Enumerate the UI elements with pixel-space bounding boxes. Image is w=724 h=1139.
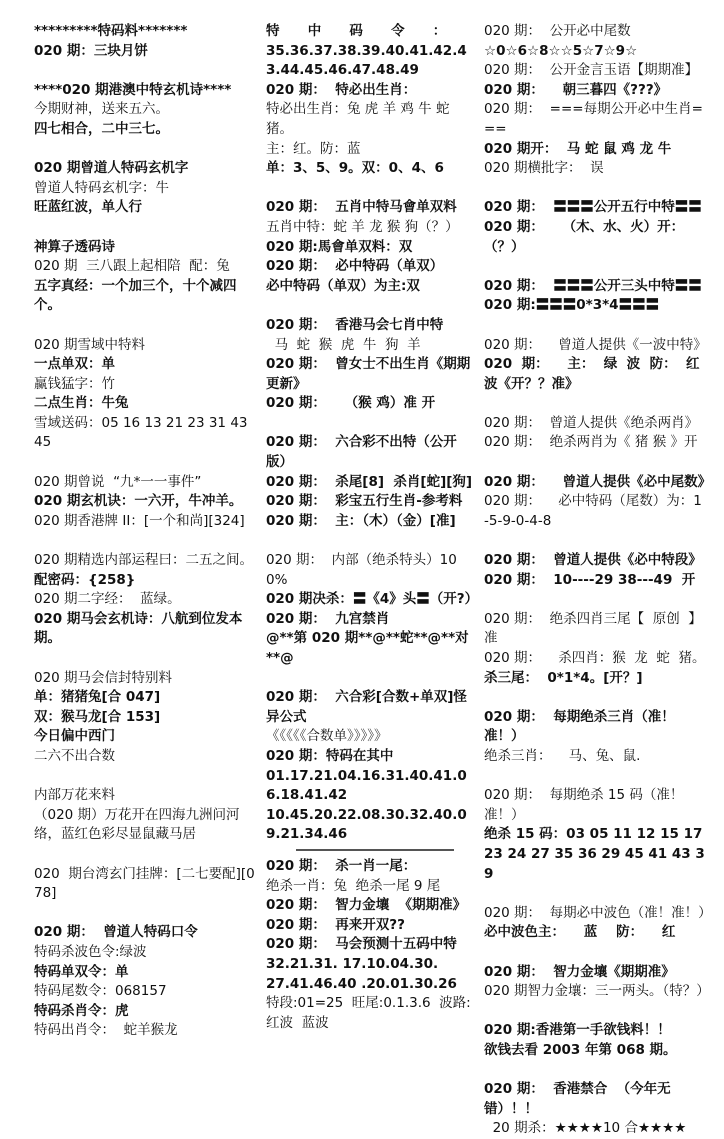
- text-line: 单：猪猪兔[合 047]: [34, 689, 161, 706]
- text-line: 杀三尾： 0*1*4。[开？]: [484, 669, 643, 686]
- middle-column: [266, 22, 479, 1033]
- text-line: 020 期： 杀一肖一尾：: [266, 857, 417, 874]
- text-line: 特段:01=25 旺尾:0.1.3.6 波路:红波 蓝波: [266, 995, 471, 1031]
- text-line: 020 期： 香港禁合 （今年无错）！！: [484, 1081, 671, 1117]
- text-line: 单：3、5、9。双：0、4、6: [266, 160, 444, 177]
- text-line: 020 期： 〓〓〓公开五行中特〓〓: [484, 199, 702, 216]
- text-line: 曾道人特码玄机字：牛: [34, 179, 169, 196]
- text-line: 绝杀 15 码：03 05 11 12 15 17 23 24 27 35 36 29 45 41 43 39: [484, 826, 708, 882]
- text-line: *********特码料*******: [34, 23, 188, 39]
- text-line: 赢钱猛字：竹: [34, 375, 115, 392]
- spacer: [266, 414, 474, 434]
- text-line: 020 期： 每期绝杀三肖（准！准！）: [484, 708, 675, 745]
- text-line: 特码尾数令：068157: [34, 983, 167, 1000]
- text-line: 旺蓝红波，单人行: [34, 199, 142, 216]
- text-line: 020 期 三八跟上起相陪 配：兔: [34, 258, 230, 275]
- text-line: 绝杀一肖：兔 绝杀一尾 9 尾: [266, 877, 441, 894]
- text-line: ☆0☆6☆8☆☆5☆7☆9☆: [484, 42, 638, 59]
- text-line: 020 期： 五肖中特马會单双料: [266, 199, 457, 216]
- spacer: [34, 218, 256, 238]
- text-line: 020 期： 杀尾[8] 杀肖[蛇][狗]: [266, 473, 473, 490]
- text-line: 020 期： （猴 鸡）准 开: [266, 395, 436, 412]
- left-column: [34, 22, 256, 1041]
- spacer: [484, 688, 706, 708]
- text-line: 020 期二字经： 蓝绿。: [34, 591, 181, 608]
- spacer: [484, 453, 706, 473]
- text-line: 020 期： 杀四肖：猴 龙 蛇 猪。: [484, 650, 706, 666]
- spacer: [266, 179, 474, 199]
- text-line: 配密码：{258}: [34, 571, 136, 588]
- spacer: [34, 61, 256, 81]
- text-line: 020 期： 每期必中波色（准！准！）: [484, 904, 712, 921]
- text-line: 020 期： 香港马会七肖中特: [266, 316, 444, 333]
- spacer: [484, 257, 706, 277]
- text-line: 020 期： 必中特码（单双）: [266, 258, 444, 275]
- text-line: 020 期： ===每期公开必中生肖===: [484, 101, 703, 137]
- text-line: 020 期雪域中特料: [34, 336, 146, 353]
- spacer: [34, 453, 256, 473]
- text-line: 020 期开： 马 蛇 鼠 鸡 龙 牛: [484, 140, 672, 157]
- text-line: 双：猴马龙[合 153]: [34, 708, 161, 725]
- text-line: 020 期：特码在其中: [266, 747, 394, 764]
- text-line: 欲钱去看 2003 年第 068 期。: [484, 1041, 677, 1058]
- text-line: 020 期： 曾道人特码口令: [34, 924, 198, 941]
- text-line: 020 期： 内部（绝杀特头）100%: [266, 552, 457, 588]
- text-line: 020 期： 马会预测十五码中特: [266, 936, 457, 953]
- text-line: 020 期： 智力金壤《期期准》: [484, 963, 675, 980]
- text-line: 020 期决杀：〓《4》头〓（开?）: [266, 591, 479, 608]
- spacer: [484, 943, 706, 963]
- text-line: 神算子透码诗: [34, 238, 115, 255]
- text-line: 20 期杀：★★★★10 合★★★★: [484, 1120, 687, 1137]
- text-line: 27.41.46.40 .20.01.30.26: [266, 975, 457, 992]
- spacer: [266, 531, 474, 551]
- text-line: 特码杀波色令:绿波: [34, 943, 147, 960]
- text-line: 020 期马会信封特别料: [34, 669, 173, 686]
- spacer: [484, 767, 706, 787]
- spacer: [484, 316, 706, 336]
- text-line: 020 期： 九宫禁肖: [266, 610, 390, 627]
- text-line: 特码杀肖令：虎: [34, 1002, 129, 1019]
- spacer: [34, 531, 256, 551]
- text-line: 020 期:〓〓〓0*3*4〓〓〓: [484, 297, 660, 314]
- text-line: 020 期： 特必出生肖：: [266, 81, 417, 98]
- spacer: [484, 531, 706, 551]
- right-column: [484, 22, 712, 1139]
- spacer: [34, 140, 256, 160]
- text-line: 35.36.37.38.39.40.41.42.43.44.45.46.47.48.49: [266, 42, 467, 79]
- text-line: 020 期： 主： 绿 波 防： 红 波《开？？准》: [484, 356, 709, 392]
- spacer: [484, 590, 706, 610]
- spacer: [484, 1060, 706, 1080]
- text-line: 主：红。防：蓝: [266, 140, 361, 157]
- text-line: 020 期：三块月饼: [34, 42, 148, 59]
- text-line: 020 期马会玄机诗：八航到位发本期。: [34, 610, 243, 647]
- text-line: 020 期曾说 “九*一一事件”: [34, 473, 202, 490]
- text-line: 020 期： （木、水、火）开：（？）: [484, 218, 685, 255]
- text-line: 10.45.20.22.08.30.32.40.09.21.34.46: [266, 806, 467, 843]
- text-line: 特必出生肖：兔 虎 羊 鸡 牛 蛇 猪。: [266, 101, 454, 137]
- spacer: [34, 767, 256, 787]
- spacer: [484, 884, 706, 904]
- text-line: 020 期： 再来开双??: [266, 916, 405, 933]
- text-line: 二六不出合数: [34, 747, 115, 764]
- spacer: [266, 296, 474, 316]
- text-line: 020 期： 〓〓〓公开三头中特〓〓: [484, 277, 702, 294]
- text-line: 020 期： 曾女士不出生肖《期期更新》: [266, 356, 471, 392]
- spacer: [34, 316, 256, 336]
- divider: [296, 849, 454, 851]
- text-line: 020 期： 公开必中尾数: [484, 23, 631, 39]
- text-line: 020 期： 绝杀四肖三尾【 原创 】准: [484, 610, 702, 647]
- text-line: 01.17.21.04.16.31.40.41.06.18.41.42: [266, 767, 467, 804]
- text-line: 020 期： 曾道人提供《一波中特》: [484, 336, 707, 353]
- text-line: 四七相合，二中三七。: [34, 120, 169, 137]
- text-line: 020 期： 曾道人提供《必中特段》: [484, 552, 702, 569]
- text-line: 020 期： 主：（木）（金）[准]: [266, 512, 456, 529]
- text-line: 绝杀三肖： 马、兔、鼠.: [484, 747, 641, 764]
- text-line: 马 蛇 猴 虎 牛 狗 羊: [266, 336, 421, 353]
- text-line: 020 期： 每期绝杀 15 码（准！准！）: [484, 787, 684, 823]
- text-line: 二点生肖：牛兔: [34, 395, 129, 412]
- text-line: 020 期： 必中特码（尾数）为：1-5-9-0-4-8: [484, 493, 702, 529]
- text-line: 020 期台湾玄门挂牌：[二七要配][078]: [34, 865, 255, 902]
- text-line: 020 期:馬會单双料：双: [266, 238, 413, 255]
- text-line: 020 期： 朝三暮四《???》: [484, 81, 668, 98]
- text-line: 020 期香港牌 II：[一个和尚][324]: [34, 512, 245, 529]
- text-line: 一点单双：单: [34, 356, 115, 373]
- spacer: [484, 179, 706, 199]
- text-line: 特码单双令：单: [34, 963, 129, 980]
- text-line: （020 期）万花开在四海九洲问河络，蓝红色彩尽显鼠藏马居: [34, 806, 240, 843]
- text-line: 今日偏中西门: [34, 728, 115, 745]
- spacer: [34, 904, 256, 924]
- text-line: 特码出肖令： 蛇羊猴龙: [34, 1022, 178, 1039]
- text-line: ****020 期港澳中特玄机诗****: [34, 81, 232, 98]
- text-line: 020 期： 公开金言玉语【期期准】: [484, 62, 699, 79]
- text-line: 内部万花来料: [34, 787, 115, 804]
- text-line: 020 期： 智力金壤 《期期准》: [266, 897, 467, 914]
- text-line: 今期财神，送来五六。: [34, 101, 169, 118]
- text-line: 020 期： 六合彩[合数+单双]怪异公式: [266, 689, 467, 725]
- text-line: 020 期智力金壤：三一两头。（特？）: [484, 983, 710, 1000]
- text-line: 020 期： 绝杀两肖为《 猪 猴 》开: [484, 434, 698, 451]
- text-line: 020 期： 10----29 38---49 开: [484, 571, 696, 588]
- text-line: 必中波色主： 蓝 防： 红: [484, 924, 676, 941]
- text-line: 020 期： 曾道人提供《绝杀两肖》: [484, 414, 699, 431]
- text-line: 特 中 码 令 ：: [266, 23, 447, 39]
- spacer: [34, 649, 256, 669]
- text-line: 雪域送码：05 16 13 21 23 31 43 45: [34, 414, 252, 451]
- text-line: 32.21.31. 17.10.04.30.: [266, 955, 439, 972]
- spacer: [484, 394, 706, 414]
- text-line: 020 期： 六合彩不出特（公开版）: [266, 434, 457, 471]
- text-line: 五肖中特：蛇 羊 龙 猴 狗（？）: [266, 218, 459, 235]
- text-line: 020 期:香港第一手欲钱料！！: [484, 1022, 671, 1039]
- text-line: 020 期玄机诀：一六开，牛冲羊。: [34, 493, 243, 510]
- text-line: @**第 020 期**@**蛇**@**对**@: [266, 630, 469, 666]
- text-line: 020 期精选内部运程曰：二五之间。: [34, 552, 254, 569]
- text-line: 020 期： 曾道人提供《必中尾数》: [484, 473, 712, 490]
- text-line: 020 期横批字： 误: [484, 160, 604, 177]
- text-line: 五字真经：一个加三个，十个减四个。: [34, 277, 237, 314]
- text-line: 020 期曾道人特码玄机字: [34, 160, 189, 177]
- text-line: 《《《《《合数单》》》》》: [266, 728, 388, 745]
- text-line: 必中特码（单双）为主:双: [266, 277, 420, 294]
- spacer: [266, 669, 474, 689]
- spacer: [484, 1002, 706, 1022]
- spacer: [34, 845, 256, 865]
- text-line: 020 期： 彩宝五行生肖-参考料: [266, 493, 463, 510]
